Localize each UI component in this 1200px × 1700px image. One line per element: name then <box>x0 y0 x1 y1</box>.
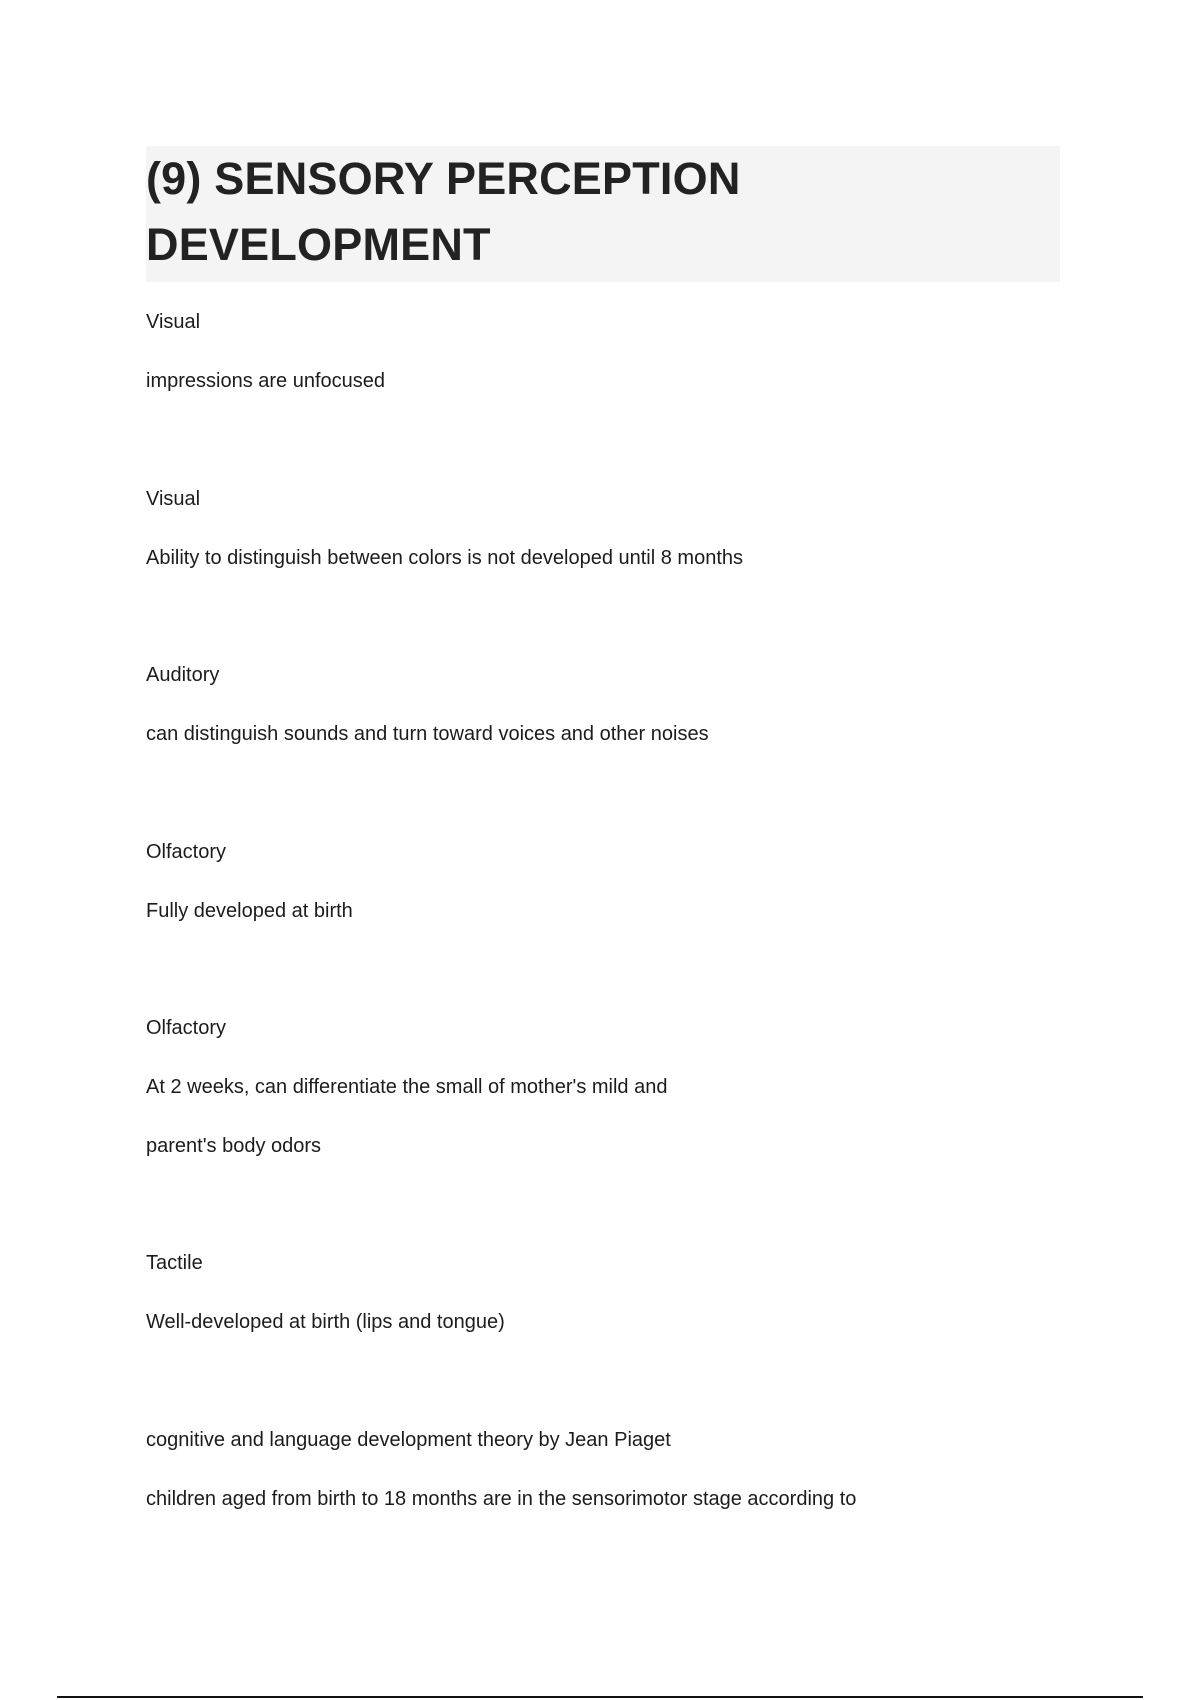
title-block <box>146 146 1060 282</box>
card-definition: can distinguish sounds and turn toward voices and other noises <box>146 723 709 745</box>
title-line-2: DEVELOPMENT <box>146 219 491 270</box>
card-definition: parent's body odors <box>146 1135 322 1157</box>
title-line-1: (9) SENSORY PERCEPTION <box>146 153 741 204</box>
card-definition: Well-developed at birth (lips and tongue) <box>146 1311 505 1333</box>
footer-divider <box>57 1696 1143 1698</box>
card-term: Auditory <box>146 664 220 686</box>
page-title <box>146 146 741 278</box>
card-definition: Ability to distinguish between colors is not developed until 8 months <box>146 547 744 569</box>
card-definition: Fully developed at birth <box>146 900 353 922</box>
card-term: cognitive and language development theory by Jean Piaget <box>146 1429 671 1451</box>
card-term: Visual <box>146 488 201 510</box>
card-term: Tactile <box>146 1252 203 1274</box>
card-definition: At 2 weeks, can differentiate the small of mother's mild and <box>146 1076 668 1098</box>
card-term: Visual <box>146 311 201 333</box>
card-definition: children aged from birth to 18 months are in the sensorimotor stage according to <box>146 1488 857 1510</box>
card-definition: impressions are unfocused <box>146 370 386 392</box>
card-term: Olfactory <box>146 1017 227 1039</box>
card-term: Olfactory <box>146 841 227 863</box>
